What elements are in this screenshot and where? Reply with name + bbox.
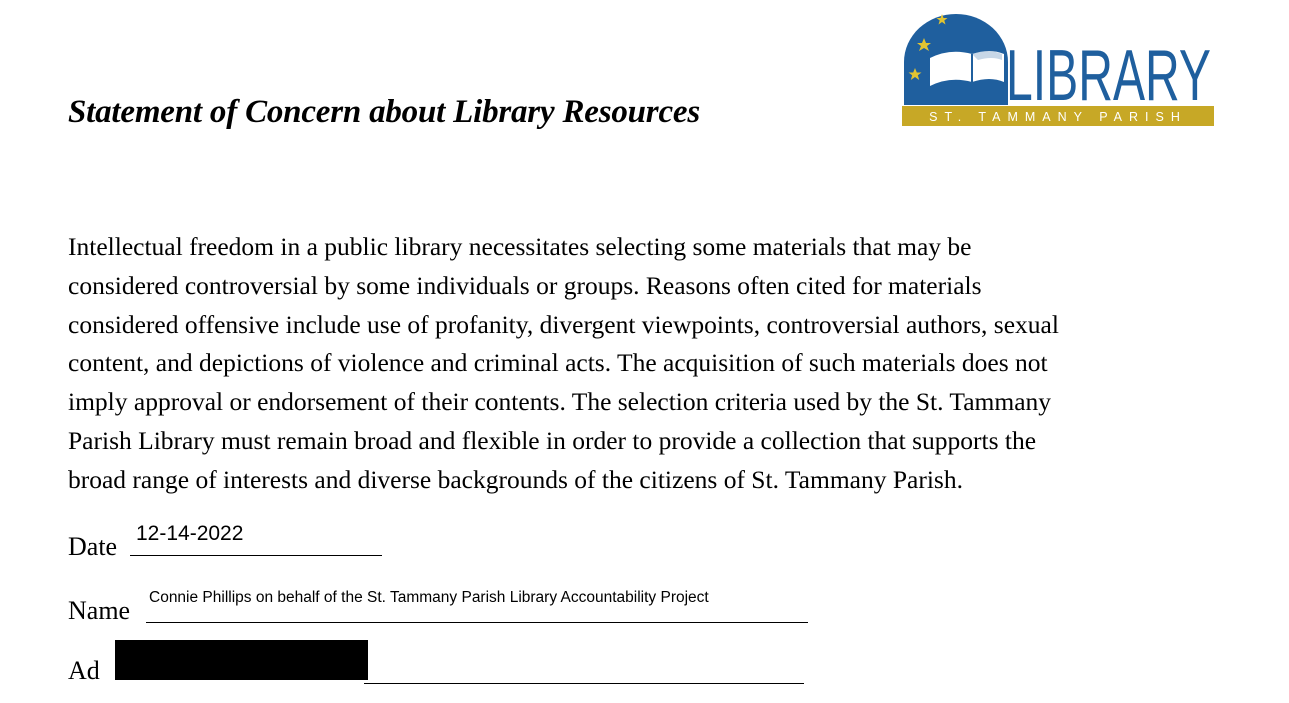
date-underline <box>130 555 382 556</box>
paragraph-line: considered controversial by some individuals or groups. Reasons often cited for materials <box>68 270 982 300</box>
paragraph-line: content, and depictions of violence and criminal acts. The acquisition of such materials does not <box>68 348 1048 378</box>
concern-policy-paragraph <box>68 228 1228 500</box>
library-logo <box>902 10 1214 128</box>
paragraph-line: broad range of interests and diverse backgrounds of the citizens of St. Tammany Parish. <box>68 464 963 494</box>
paragraph-line: Parish Library must remain broad and flexible in order to provide a collection that supports the <box>68 425 1037 455</box>
page-title: Statement of Concern about Library Resources <box>68 94 700 130</box>
date-label: Date <box>68 532 118 561</box>
date-field-row <box>68 522 388 562</box>
name-underline <box>146 622 808 623</box>
date-value[interactable]: 12-14-2022 <box>136 522 244 545</box>
name-field-row <box>68 586 828 626</box>
name-value[interactable]: Connie Phillips on behalf of the St. Tammany Parish Library Accountability Project <box>149 589 709 606</box>
redaction-block <box>115 640 368 680</box>
paragraph-line: Intellectual freedom in a public library necessitates selecting some materials that may be <box>68 232 972 261</box>
address-label: Ad <box>68 656 100 685</box>
paragraph-line: imply approval or endorsement of their contents. The selection criteria used by the St. Tammany <box>68 387 1052 417</box>
logo-subtitle: ST. TAMMANY PARISH <box>929 110 1187 124</box>
paragraph-line: considered offensive include use of profanity, divergent viewpoints, controversial authors, sexual <box>68 309 1059 339</box>
address-underline <box>364 683 804 684</box>
logo-word: LIBRARY <box>1006 36 1211 116</box>
name-label: Name <box>68 596 131 625</box>
